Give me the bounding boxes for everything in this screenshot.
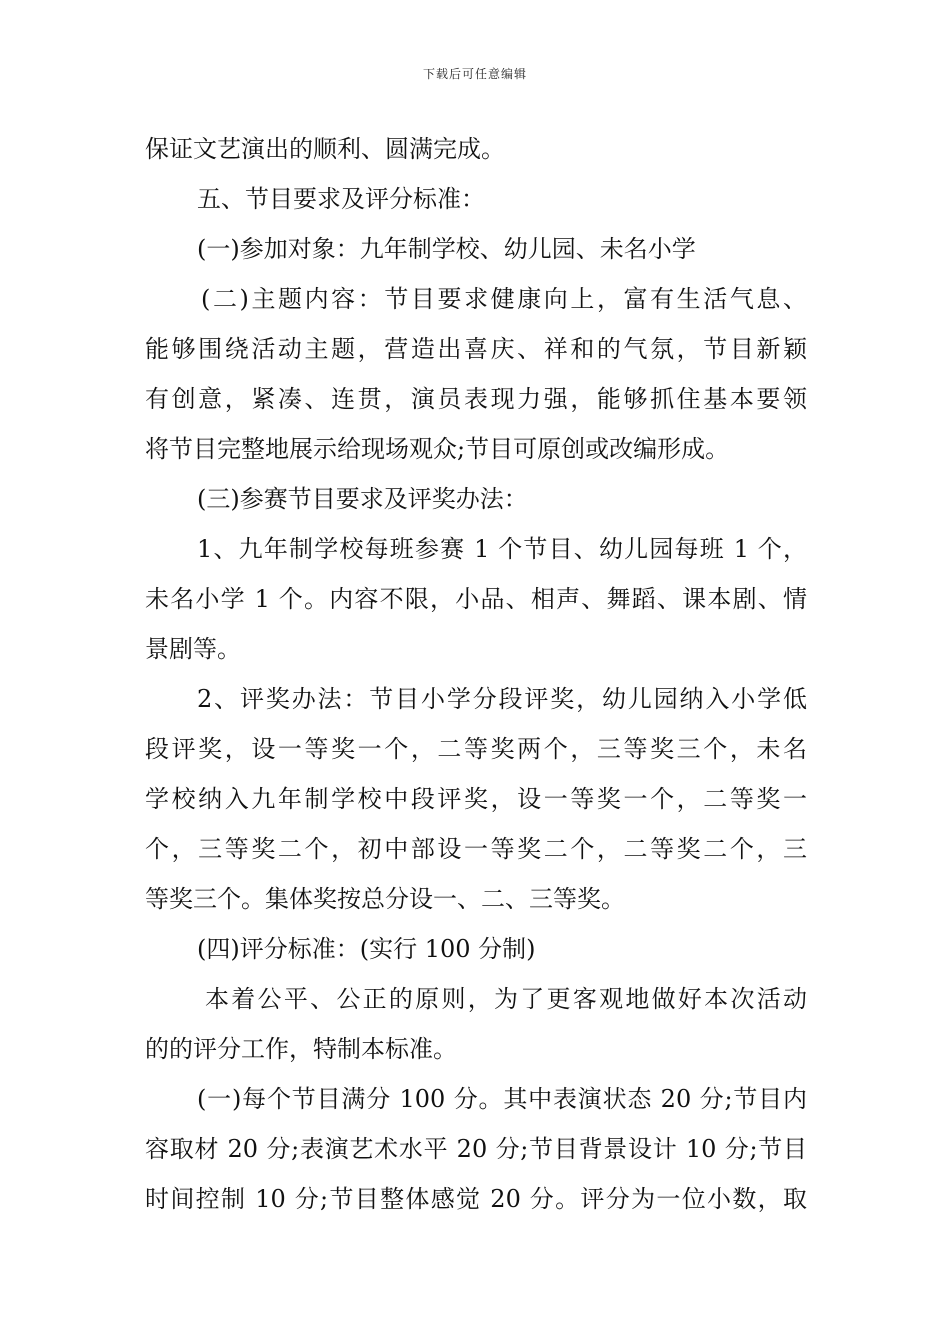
- section-heading: (三)参赛节目要求及评奖办法：: [197, 485, 528, 513]
- paragraph-line: 段评奖，设一等奖一个，二等奖两个，三等奖三个，未名: [145, 735, 807, 763]
- paragraph-line: 学校纳入九年制学校中段评奖，设一等奖一个，二等奖一: [145, 785, 807, 813]
- paragraph-line: (一)参加对象：九年制学校、幼儿园、未名小学: [197, 235, 696, 263]
- paragraph-line: 等奖三个。集体奖按总分设一、二、三等奖。: [145, 885, 625, 913]
- paragraph-line: 将节目完整地展示给现场观众;节目可原创或改编形成。: [145, 435, 730, 463]
- page-header: 下载后可任意编辑: [422, 67, 527, 81]
- paragraph-line: 的的评分工作，特制本标准。: [145, 1035, 457, 1063]
- paragraph-line: 本着公平、公正的原则，为了更客观地做好本次活动: [205, 985, 807, 1013]
- paragraph-line: 1、九年制学校每班参赛 1 个节目、幼儿园每班 1 个，: [197, 535, 807, 563]
- paragraph-line: (一)每个节目满分 100 分。其中表演状态 20 分;节目内: [197, 1085, 807, 1113]
- paragraph-line: 有创意，紧凑、连贯，演员表现力强，能够抓住基本要领: [145, 385, 807, 413]
- paragraph-line: (二)主题内容：节目要求健康向上，富有生活气息、: [201, 285, 807, 313]
- paragraph-line: 2、评奖办法：节目小学分段评奖，幼儿园纳入小学低: [197, 685, 807, 713]
- section-heading: (四)评分标准：(实行 100 分制): [197, 935, 536, 963]
- document-body: [145, 124, 807, 1224]
- paragraph-line: 未名小学 1 个。内容不限，小品、相声、舞蹈、课本剧、情: [145, 585, 807, 613]
- section-heading: 五、节目要求及评分标准：: [197, 185, 485, 213]
- paragraph-line: 容取材 20 分;表演艺术水平 20 分;节目背景设计 10 分;节目: [145, 1135, 807, 1163]
- paragraph-line: 景剧等。: [145, 635, 241, 663]
- paragraph-line: 保证文艺演出的顺利、圆满完成。: [145, 135, 505, 163]
- paragraph-line: 能够围绕活动主题，营造出喜庆、祥和的气氛，节目新颖: [145, 335, 807, 363]
- paragraph-line: 个，三等奖二个，初中部设一等奖二个，二等奖二个，三: [145, 835, 807, 863]
- paragraph-line: 时间控制 10 分;节目整体感觉 20 分。评分为一位小数，取: [145, 1185, 807, 1213]
